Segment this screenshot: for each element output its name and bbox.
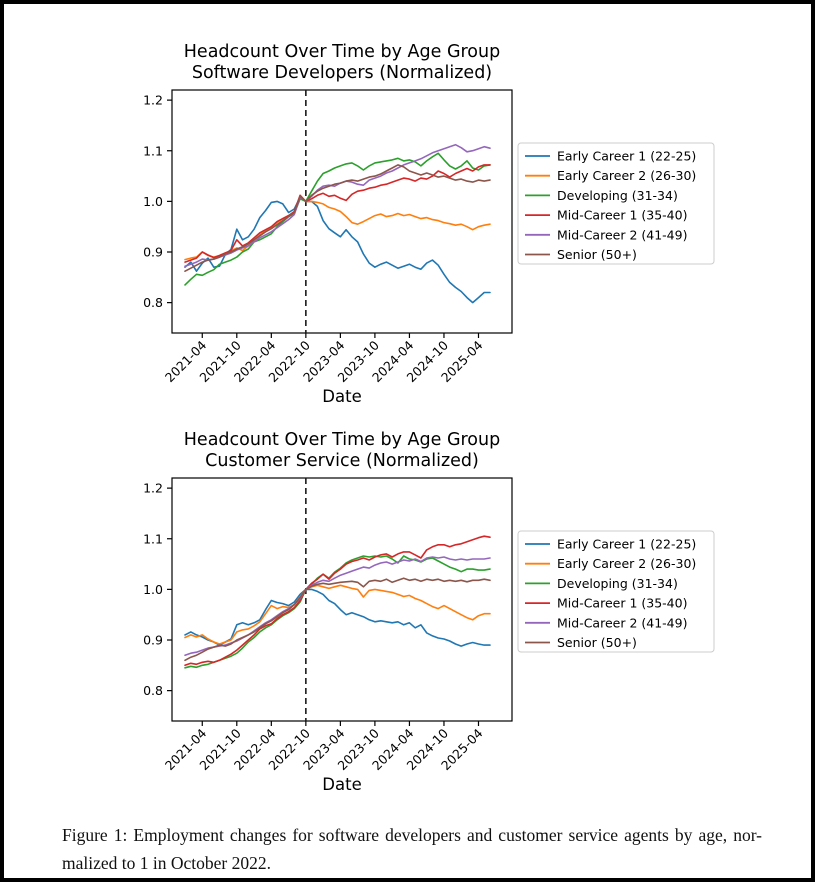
x-tick-label: 2022-10 bbox=[265, 725, 313, 774]
x-tick-label: 2021-10 bbox=[196, 337, 244, 386]
y-tick-label: 0.8 bbox=[143, 683, 163, 699]
series-line-early-career-1-22-25 bbox=[185, 589, 490, 646]
x-tick-label: 2021-04 bbox=[161, 337, 210, 386]
y-tick-label: 1.0 bbox=[143, 581, 163, 597]
x-tick-label: 2024-10 bbox=[403, 337, 452, 386]
x-tick-label: 2025-04 bbox=[438, 725, 486, 774]
series-line-developing-31-34 bbox=[185, 556, 490, 668]
x-tick-label: 2023-10 bbox=[334, 337, 383, 386]
series-line-early-career-2-26-30 bbox=[185, 585, 490, 644]
legend-label-early-career-2-26-30: Early Career 2 (26-30) bbox=[557, 168, 697, 184]
chart-title: Headcount Over Time by Age Group bbox=[183, 42, 501, 62]
legend-label-senior-50: Senior (50+) bbox=[557, 247, 637, 262]
legend-label-mid-career-1-35-40: Mid-Career 1 (35-40) bbox=[557, 207, 688, 223]
y-tick-label: 1.0 bbox=[143, 193, 163, 209]
x-tick-label: 2024-04 bbox=[369, 725, 417, 774]
software-developers-chart bbox=[4, 30, 811, 415]
x-tick-label: 2022-04 bbox=[230, 337, 279, 386]
series-line-mid-career-1-35-40 bbox=[185, 536, 490, 665]
x-tick-label: 2024-04 bbox=[369, 337, 417, 386]
legend-label-developing-31-34: Developing (31-34) bbox=[557, 187, 678, 203]
legend-label-mid-career-2-41-49: Mid-Career 2 (41-49) bbox=[557, 227, 688, 243]
y-tick-label: 0.9 bbox=[143, 632, 163, 648]
x-axis-label: Date bbox=[322, 387, 362, 406]
x-axis-label: Date bbox=[322, 775, 362, 794]
x-tick-label: 2023-04 bbox=[299, 725, 348, 774]
series-line-senior-50 bbox=[185, 578, 490, 660]
x-tick-label: 2023-10 bbox=[334, 725, 383, 774]
x-tick-label: 2023-04 bbox=[299, 337, 348, 386]
legend-label-early-career-1-22-25: Early Career 1 (22-25) bbox=[557, 536, 697, 552]
y-tick-label: 1.1 bbox=[143, 531, 163, 547]
y-tick-label: 1.1 bbox=[143, 143, 163, 159]
x-tick-label: 2025-04 bbox=[438, 337, 486, 386]
figure-caption-line1: Figure 1: Employment changes for software developers and customer service agents by age, nor- bbox=[62, 825, 762, 845]
legend-label-senior-50: Senior (50+) bbox=[557, 635, 637, 650]
chart-subtitle: Software Developers (Normalized) bbox=[191, 63, 493, 83]
x-tick-label: 2021-10 bbox=[196, 725, 244, 774]
customer-service-chart bbox=[4, 418, 811, 803]
x-tick-label: 2022-10 bbox=[265, 337, 313, 386]
series-line-senior-50 bbox=[185, 165, 490, 271]
plot-area bbox=[172, 90, 512, 333]
chart-subtitle: Customer Service (Normalized) bbox=[205, 451, 479, 471]
y-tick-label: 0.8 bbox=[143, 295, 163, 311]
x-tick-label: 2024-10 bbox=[403, 725, 452, 774]
legend-label-early-career-1-22-25: Early Career 1 (22-25) bbox=[557, 148, 697, 164]
plot-area bbox=[172, 478, 512, 721]
x-tick-label: 2022-04 bbox=[230, 725, 279, 774]
legend-label-early-career-2-26-30: Early Career 2 (26-30) bbox=[557, 556, 697, 572]
legend-label-developing-31-34: Developing (31-34) bbox=[557, 575, 678, 591]
y-tick-label: 0.9 bbox=[143, 244, 163, 260]
y-tick-label: 1.2 bbox=[143, 92, 163, 108]
legend-label-mid-career-2-41-49: Mid-Career 2 (41-49) bbox=[557, 615, 688, 631]
chart-title: Headcount Over Time by Age Group bbox=[183, 430, 501, 450]
legend-label-mid-career-1-35-40: Mid-Career 1 (35-40) bbox=[557, 595, 688, 611]
x-tick-label: 2021-04 bbox=[161, 725, 210, 774]
figure-caption-line2: malized to 1 in October 2022. bbox=[62, 853, 271, 873]
y-tick-label: 1.2 bbox=[143, 480, 163, 496]
figure-caption bbox=[62, 821, 762, 877]
